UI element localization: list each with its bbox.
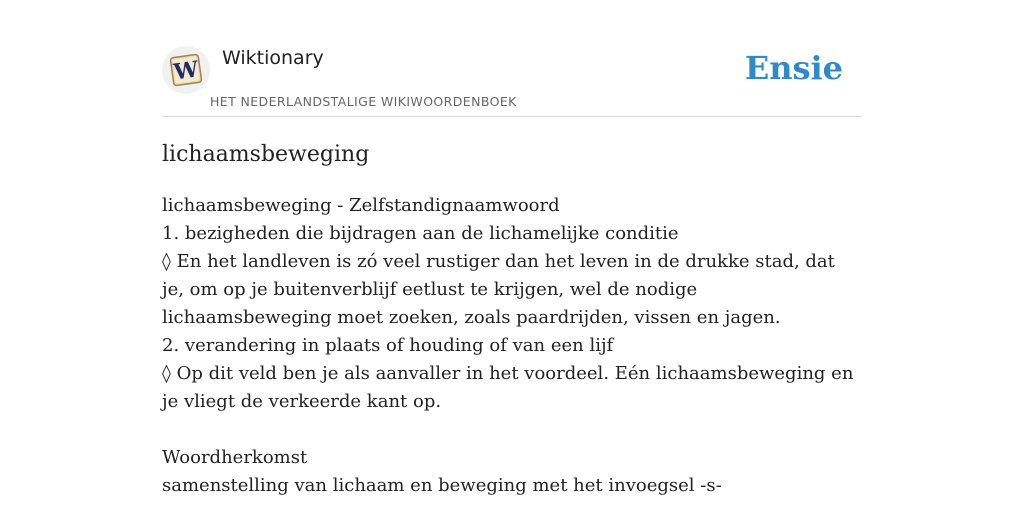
entry-content	[162, 138, 862, 500]
wiktionary-logo-icon[interactable]	[162, 46, 210, 94]
example-2: ◊ Op dit veld ben je als aanvaller in het voordeel. Eén lichaamsbeweging en je vliegt de verkeerde kant op.	[162, 363, 854, 412]
site-header	[162, 44, 862, 117]
etymology-heading: Woordherkomst	[162, 447, 308, 468]
section-spacer	[162, 416, 862, 444]
part-of-speech-line: lichaamsbeweging - Zelfstandignaamwoord	[162, 195, 560, 216]
site-name[interactable]: Wiktionary	[222, 47, 324, 69]
svg-text:W: W	[172, 56, 201, 86]
example-1: ◊ En het landleven is zó veel rustiger dan het leven in de drukke stad, dat je, om op je buitenverblijf eetlust te krijgen, wel de nodige lichaamsbeweging moet zoeken, zoals paardrijden, vissen en jagen.	[162, 251, 835, 328]
definition-1: 1. bezigheden die bijdragen aan de lichamelijke conditie	[162, 223, 679, 244]
etymology-text: samenstelling van lichaam en beweging met het invoegsel -s-	[162, 475, 722, 496]
site-tagline: HET NEDERLANDSTALIGE WIKIWOORDENBOEK	[210, 94, 517, 109]
definition-2: 2. verandering in plaats of houding of van een lijf	[162, 335, 614, 356]
entry-title: lichaamsbeweging	[162, 142, 370, 167]
ensie-brand-logo[interactable]: Ensie	[744, 49, 843, 87]
entry-body	[162, 192, 862, 500]
